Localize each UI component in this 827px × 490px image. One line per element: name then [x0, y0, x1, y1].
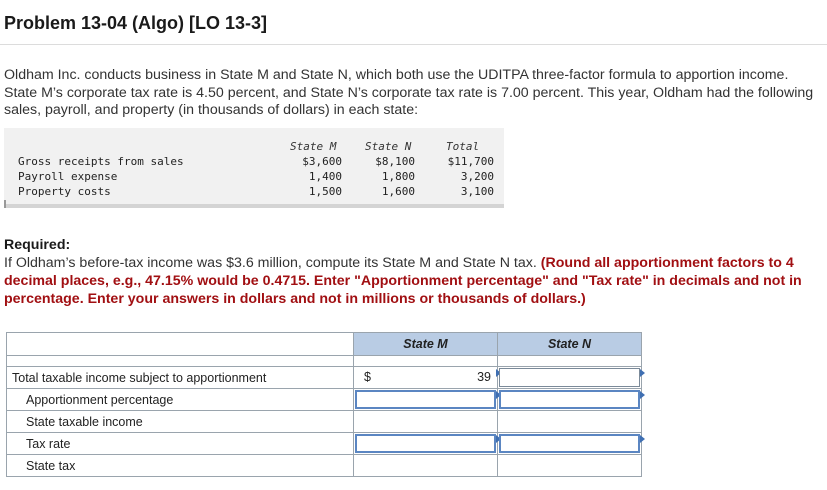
spacer-cell — [7, 356, 354, 367]
label-total-taxable-income: Total taxable income subject to apportionment — [7, 367, 354, 389]
payroll-state-m: 1,400 — [308, 170, 342, 183]
property-state-m: 1,500 — [308, 185, 342, 198]
sales-state-m: $3,600 — [302, 155, 342, 168]
answer-header-blank — [7, 333, 354, 356]
payroll-state-n: 1,800 — [381, 170, 415, 183]
problem-title: Problem 13-04 (Algo) [LO 13-3] — [4, 13, 268, 33]
title-divider — [0, 44, 827, 45]
state-tax-n-cell — [498, 455, 642, 477]
input-marker-icon — [640, 435, 645, 443]
label-apportionment-percentage: Apportionment percentage — [7, 389, 354, 411]
row-total-taxable-income — [7, 367, 642, 389]
required-question: If Oldham’s before-tax income was $3.6 million, compute its State M and State N tax. — [4, 255, 537, 271]
answer-col-state-n: State N — [498, 333, 642, 356]
sales-total: $11,700 — [447, 155, 494, 168]
total-taxable-income-state-m-cell — [354, 367, 498, 389]
col-header-state-m: State M — [290, 140, 337, 153]
state-taxable-income-m-cell — [354, 411, 498, 433]
label-state-taxable-income: State taxable income — [7, 411, 354, 433]
input-marker-icon — [640, 391, 645, 399]
state-taxable-income-n-cell — [498, 411, 642, 433]
answer-col-state-m: State M — [354, 333, 498, 356]
spacer-cell — [498, 356, 642, 367]
row-apportionment-percentage — [7, 389, 642, 411]
apportionment-state-n-input[interactable] — [499, 390, 640, 409]
table-scrollbar[interactable] — [4, 204, 504, 208]
answer-table — [6, 332, 642, 477]
col-header-total: Total — [446, 140, 480, 153]
row-label-payroll: Payroll expense — [18, 170, 118, 183]
property-total: 3,100 — [460, 185, 494, 198]
currency-symbol: $ — [364, 370, 371, 384]
total-taxable-income-state-n-input[interactable] — [499, 368, 640, 387]
spacer-cell — [354, 356, 498, 367]
row-label-property: Property costs — [18, 185, 111, 198]
problem-intro: Oldham Inc. conducts business in State M and State N, which both use the UDITPA three-factor formula to apportion income. State M’s corporate tax rate is 4.50 percent, and State N’s corporate tax rate is 7.00 percent. This year, Oldham had the following sales, payroll, and property (in thousands of dollars) in each state: — [4, 67, 814, 118]
apportionment-state-m-input[interactable] — [355, 390, 496, 409]
required-text — [4, 254, 819, 308]
total-taxable-income-state-m-input[interactable]: 39 — [477, 370, 491, 384]
row-label-sales: Gross receipts from sales — [18, 155, 184, 168]
state-tax-m-cell — [354, 455, 498, 477]
row-state-tax — [7, 455, 642, 477]
row-state-taxable-income — [7, 411, 642, 433]
total-taxable-income-state-n-cell — [498, 367, 642, 389]
sales-state-n: $8,100 — [375, 155, 415, 168]
tax-rate-state-n-input[interactable] — [499, 434, 640, 453]
payroll-total: 3,200 — [460, 170, 494, 183]
tax-rate-state-m-input[interactable] — [355, 434, 496, 453]
input-marker-icon — [640, 369, 645, 377]
given-data-table — [4, 128, 504, 208]
scroll-left-tick — [4, 200, 6, 208]
apportionment-state-m-cell — [354, 389, 498, 411]
required-instruction: (Round all apportionment factors to 4 decimal places, e.g., 47.15% would be 0.4715. Enter "Apportionment percentage" and "Tax rate" in decimals and not in percentage. Enter your answers in dollars and not in millions or thousands of dollars.) — [4, 255, 802, 307]
label-state-tax: State tax — [7, 455, 354, 477]
col-header-state-n: State N — [365, 140, 412, 153]
apportionment-state-n-cell — [498, 389, 642, 411]
row-tax-rate — [7, 433, 642, 455]
property-state-n: 1,600 — [381, 185, 415, 198]
tax-rate-state-m-cell — [354, 433, 498, 455]
required-heading: Required: — [4, 237, 71, 253]
label-tax-rate: Tax rate — [7, 433, 354, 455]
tax-rate-state-n-cell — [498, 433, 642, 455]
